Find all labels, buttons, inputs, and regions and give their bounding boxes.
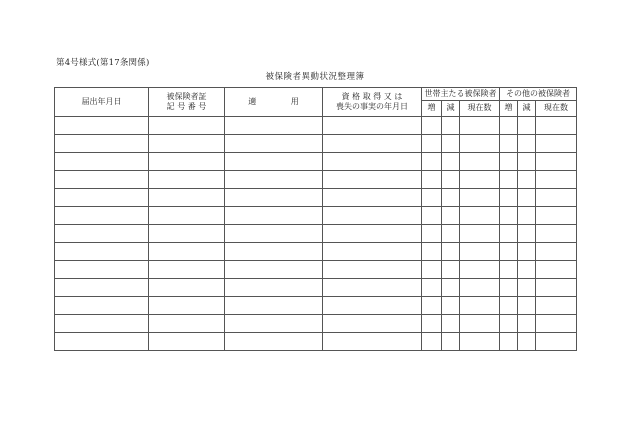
header-household-head-group: 世帯主たる被保険者 bbox=[422, 88, 500, 101]
table-cell[interactable] bbox=[536, 315, 577, 333]
table-cell[interactable] bbox=[225, 243, 323, 261]
table-cell[interactable] bbox=[460, 261, 500, 279]
table-row bbox=[55, 171, 577, 189]
table-cell[interactable] bbox=[500, 153, 518, 171]
table-cell[interactable] bbox=[442, 261, 460, 279]
table-cell[interactable] bbox=[500, 117, 518, 135]
table-cell[interactable] bbox=[500, 135, 518, 153]
table-cell[interactable] bbox=[460, 117, 500, 135]
table-cell[interactable] bbox=[323, 243, 422, 261]
table-cell[interactable] bbox=[323, 171, 422, 189]
table-cell[interactable] bbox=[149, 207, 225, 225]
header-household-decrease: 減 bbox=[442, 101, 460, 117]
table-cell[interactable] bbox=[518, 297, 536, 315]
table-cell[interactable] bbox=[323, 315, 422, 333]
table-cell[interactable] bbox=[149, 225, 225, 243]
table-cell[interactable] bbox=[323, 279, 422, 297]
table-row bbox=[55, 135, 577, 153]
table-cell[interactable] bbox=[55, 207, 149, 225]
table-cell[interactable] bbox=[442, 297, 460, 315]
table-cell[interactable] bbox=[55, 333, 149, 351]
table-cell[interactable] bbox=[500, 261, 518, 279]
table-cell[interactable] bbox=[536, 333, 577, 351]
table-cell[interactable] bbox=[442, 117, 460, 135]
table-cell[interactable] bbox=[536, 297, 577, 315]
table-row bbox=[55, 153, 577, 171]
table-cell[interactable] bbox=[442, 153, 460, 171]
table-cell[interactable] bbox=[442, 279, 460, 297]
table-cell[interactable] bbox=[422, 297, 442, 315]
table-cell[interactable] bbox=[442, 135, 460, 153]
table-cell[interactable] bbox=[422, 171, 442, 189]
table-cell[interactable] bbox=[225, 189, 323, 207]
table-cell[interactable] bbox=[225, 117, 323, 135]
table-row bbox=[55, 117, 577, 135]
table-cell[interactable] bbox=[422, 279, 442, 297]
table-cell[interactable] bbox=[460, 207, 500, 225]
header-other-current-count: 現在数 bbox=[536, 101, 577, 117]
table-cell[interactable] bbox=[536, 171, 577, 189]
table-cell[interactable] bbox=[422, 333, 442, 351]
table-cell[interactable] bbox=[149, 135, 225, 153]
header-insurance-card-number: 被保険者証 記 号 番 号 bbox=[149, 88, 225, 117]
header-notification-date: 届出年月日 bbox=[55, 88, 149, 117]
table-cell[interactable] bbox=[518, 117, 536, 135]
table-row bbox=[55, 207, 577, 225]
table-row bbox=[55, 189, 577, 207]
table-cell[interactable] bbox=[442, 171, 460, 189]
table-cell[interactable] bbox=[55, 279, 149, 297]
table-cell[interactable] bbox=[500, 243, 518, 261]
header-other-decrease: 減 bbox=[518, 101, 536, 117]
table-cell[interactable] bbox=[55, 171, 149, 189]
header-other-insured-group: その他の被保険者 bbox=[500, 88, 577, 101]
table-cell[interactable] bbox=[536, 279, 577, 297]
table-cell[interactable] bbox=[323, 297, 422, 315]
table-cell[interactable] bbox=[149, 279, 225, 297]
table-cell[interactable] bbox=[518, 243, 536, 261]
table-cell[interactable] bbox=[442, 243, 460, 261]
table-cell[interactable] bbox=[536, 135, 577, 153]
table-cell[interactable] bbox=[323, 207, 422, 225]
table-cell[interactable] bbox=[55, 117, 149, 135]
table-cell[interactable] bbox=[149, 189, 225, 207]
table-cell[interactable] bbox=[442, 315, 460, 333]
table-cell[interactable] bbox=[460, 279, 500, 297]
table-cell[interactable] bbox=[225, 297, 323, 315]
table-cell[interactable] bbox=[518, 333, 536, 351]
table-cell[interactable] bbox=[536, 261, 577, 279]
table-cell[interactable] bbox=[442, 189, 460, 207]
table-row bbox=[55, 225, 577, 243]
table-cell[interactable] bbox=[518, 153, 536, 171]
table-cell[interactable] bbox=[518, 225, 536, 243]
table-cell[interactable] bbox=[500, 333, 518, 351]
table-cell[interactable] bbox=[225, 135, 323, 153]
table-cell[interactable] bbox=[149, 297, 225, 315]
table-cell[interactable] bbox=[225, 315, 323, 333]
table-cell[interactable] bbox=[422, 135, 442, 153]
table-cell[interactable] bbox=[323, 117, 422, 135]
table-cell[interactable] bbox=[518, 189, 536, 207]
table-cell[interactable] bbox=[149, 315, 225, 333]
table-cell[interactable] bbox=[460, 171, 500, 189]
header-usage: 適 用 bbox=[225, 88, 323, 117]
table-cell[interactable] bbox=[536, 207, 577, 225]
table-cell[interactable] bbox=[323, 261, 422, 279]
table-cell[interactable] bbox=[500, 225, 518, 243]
table-cell[interactable] bbox=[442, 333, 460, 351]
table-cell[interactable] bbox=[422, 153, 442, 171]
register-body bbox=[55, 117, 577, 351]
table-cell[interactable] bbox=[460, 333, 500, 351]
table-cell[interactable] bbox=[149, 243, 225, 261]
table-cell[interactable] bbox=[225, 171, 323, 189]
table-cell[interactable] bbox=[536, 117, 577, 135]
table-row bbox=[55, 261, 577, 279]
table-cell[interactable] bbox=[323, 189, 422, 207]
table-cell[interactable] bbox=[460, 135, 500, 153]
table-cell[interactable] bbox=[500, 207, 518, 225]
table-cell[interactable] bbox=[500, 189, 518, 207]
table-cell[interactable] bbox=[323, 225, 422, 243]
table-cell[interactable] bbox=[225, 225, 323, 243]
table-cell[interactable] bbox=[500, 297, 518, 315]
header-household-increase: 増 bbox=[422, 101, 442, 117]
table-row bbox=[55, 315, 577, 333]
table-cell[interactable] bbox=[55, 315, 149, 333]
table-cell[interactable] bbox=[536, 189, 577, 207]
table-cell[interactable] bbox=[518, 135, 536, 153]
table-cell[interactable] bbox=[225, 261, 323, 279]
table-cell[interactable] bbox=[149, 333, 225, 351]
table-cell[interactable] bbox=[518, 279, 536, 297]
header-household-current-count: 現在数 bbox=[460, 101, 500, 117]
table-cell[interactable] bbox=[225, 207, 323, 225]
table-cell[interactable] bbox=[422, 243, 442, 261]
table-cell[interactable] bbox=[323, 135, 422, 153]
header-qualification-date: 資 格 取 得 又 は 喪失の事実の年月日 bbox=[323, 88, 422, 117]
table-cell[interactable] bbox=[536, 243, 577, 261]
table-cell[interactable] bbox=[536, 225, 577, 243]
table-row bbox=[55, 279, 577, 297]
table-cell[interactable] bbox=[460, 225, 500, 243]
table-cell[interactable] bbox=[55, 135, 149, 153]
table-cell[interactable] bbox=[460, 297, 500, 315]
table-row bbox=[55, 243, 577, 261]
table-cell[interactable] bbox=[518, 171, 536, 189]
table-cell[interactable] bbox=[422, 189, 442, 207]
table-cell[interactable] bbox=[149, 117, 225, 135]
table-cell[interactable] bbox=[460, 189, 500, 207]
table-cell[interactable] bbox=[422, 315, 442, 333]
table-cell[interactable] bbox=[442, 207, 460, 225]
header-row-top bbox=[55, 88, 577, 101]
table-cell[interactable] bbox=[149, 171, 225, 189]
table-cell[interactable] bbox=[323, 153, 422, 171]
form-title: 被保険者異動状況整理簿 bbox=[265, 72, 365, 82]
table-cell[interactable] bbox=[225, 279, 323, 297]
table-cell[interactable] bbox=[225, 333, 323, 351]
table-cell[interactable] bbox=[460, 243, 500, 261]
table-cell[interactable] bbox=[536, 153, 577, 171]
insured-change-register-table bbox=[54, 87, 577, 351]
table-cell[interactable] bbox=[442, 225, 460, 243]
table-cell[interactable] bbox=[225, 153, 323, 171]
table-cell[interactable] bbox=[55, 225, 149, 243]
table-cell[interactable] bbox=[422, 261, 442, 279]
table-cell[interactable] bbox=[422, 225, 442, 243]
table-cell[interactable] bbox=[500, 315, 518, 333]
table-cell[interactable] bbox=[518, 315, 536, 333]
table-cell[interactable] bbox=[518, 207, 536, 225]
form-number: 第4号様式(第17条関係) bbox=[56, 58, 150, 68]
table-cell[interactable] bbox=[460, 315, 500, 333]
table-cell[interactable] bbox=[55, 189, 149, 207]
table-row bbox=[55, 297, 577, 315]
table-cell[interactable] bbox=[55, 261, 149, 279]
table-cell[interactable] bbox=[55, 153, 149, 171]
table-cell[interactable] bbox=[500, 171, 518, 189]
table-row bbox=[55, 333, 577, 351]
table-cell[interactable] bbox=[422, 207, 442, 225]
table-cell[interactable] bbox=[422, 117, 442, 135]
table-cell[interactable] bbox=[149, 153, 225, 171]
table-cell[interactable] bbox=[149, 261, 225, 279]
table-cell[interactable] bbox=[323, 333, 422, 351]
table-cell[interactable] bbox=[55, 243, 149, 261]
header-other-increase: 増 bbox=[500, 101, 518, 117]
table-cell[interactable] bbox=[460, 153, 500, 171]
table-cell[interactable] bbox=[500, 279, 518, 297]
table-cell[interactable] bbox=[518, 261, 536, 279]
table-cell[interactable] bbox=[55, 297, 149, 315]
